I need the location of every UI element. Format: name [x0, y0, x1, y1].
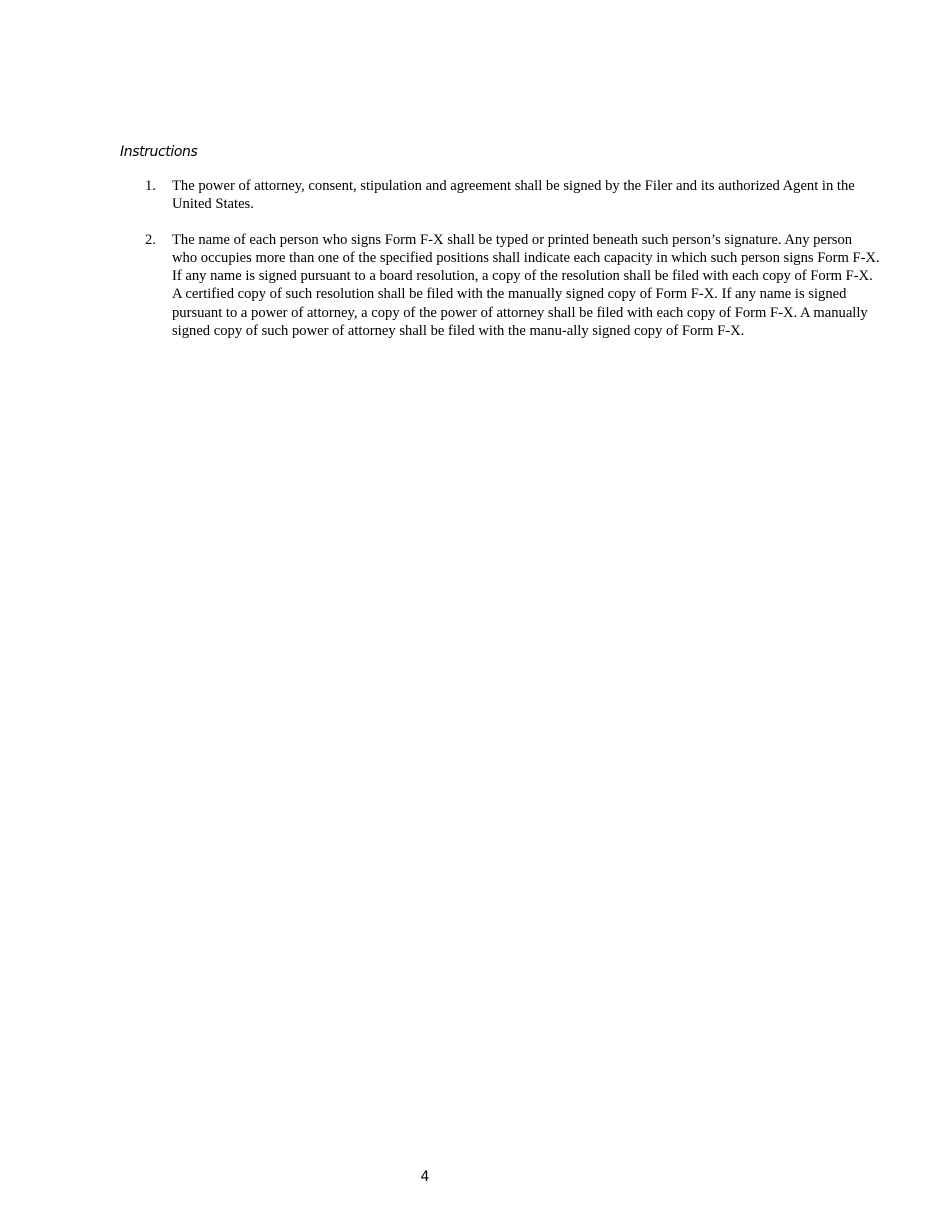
instruction-text: The name of each person who signs Form F-X shall be typed or printed beneath such person’s signature. Any person who occupies more than one of the specified positions shall indicate each capacity in which such person signs Form F-X. If any name is signed pursuant to a board resolution, a copy of the resolution shall be filed with each copy of Form F-X. A certified copy of such resolution shall be filed with the manually signed copy of Form F-X. If any name is signed pursuant to a power of attorney, a copy of the power of attorney shall be filed with each copy of Form F-X. A manually signed copy of such power of attorney shall be filed with the manu-ally signed copy of Form F-X.: [172, 231, 880, 340]
instruction-item: [120, 177, 880, 214]
section-heading: Instructions: [120, 144, 198, 160]
instruction-number: 2.: [145, 231, 156, 248]
instruction-item: [120, 231, 880, 341]
instruction-text: The power of attorney, consent, stipulation and agreement shall be signed by the Filer and its authorized Agent in the United States.: [172, 178, 855, 213]
instruction-number: 1.: [145, 178, 156, 194]
page-number: 4: [420, 1169, 430, 1185]
instructions-list: [120, 177, 880, 357]
